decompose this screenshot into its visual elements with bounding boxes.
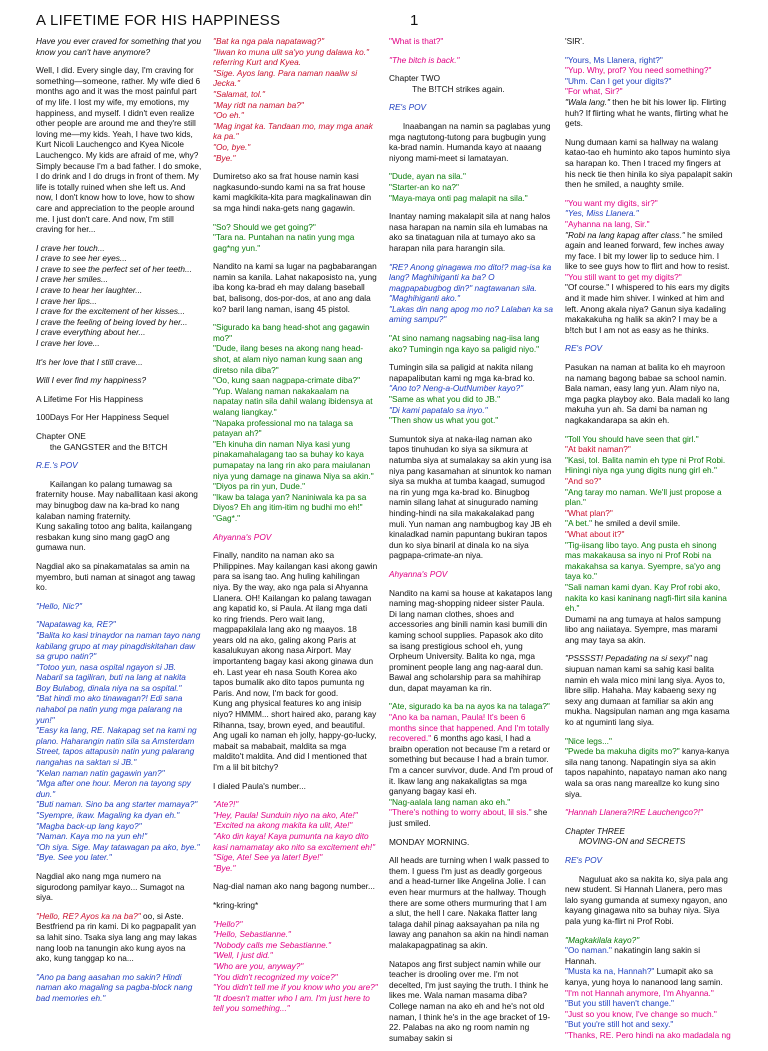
text-paragraph: Pasukan na naman at balita ko eh mayroon na namang bagong babae sa school namin. Bala naman, easy lang yun. Alam niyo na, mga pagka playboy ako. Bala madali ko lang makuha yun ah. Sa dami ba naman ng nagkakandarapa sa akin eh. <box>565 362 732 425</box>
text-paragraph: Nagdial ako sa pinakamatalas sa amin na myembro, buti naman at sinagot ang tawag ko. <box>36 560 198 593</box>
text-paragraph: "Sigurado ka bang head-shot ang gagawin mo?" "Dude, ilang beses na akong nang head-shot, at alam niyo naman kung saan ang diretso nila diba?" "Oo, kung saan nagpapa-crimate diba?" "Yup. Walang naman nakakaalam na napatay natin sila dahil walang ibidensya at walang liangkay." "Napaka professional mo na talaga sa patayan ah?" "Eh kinuha din naman Niya kasi yung pinakamahalagang tao sa buhay ko kaya pumapatay na lang rin ako para maiulanan niya yung damage na ginawa Niya sa akin." "Diyos pa rin yun, Dude." "Ikaw ba talaga yan? Naniniwala ka pa sa Diyos? Eh ang itim-itim ng budhi mo eh!" "Gag*." <box>213 322 374 523</box>
text-paragraph: Finally, nandito na naman ako sa Philippines. May kailangan kasi akong gawin para sa isang tao. Ang huling kahilingan niya. By the way, ako nga pala si Ahyanna Llanera. OH! Kailangan ko palang tawagan ang kapatid ko, si Paula. At ilang mga dati ko ring friends. Pero wait lang, magpapakilala lang ako ng maayos. 18 years old na ako, galing akong Paris at kasalukuyan akong nasa Airport. May importanteng bagay kasi akong ginawa dun eh. Last year eh nasa South Korea ako tapos bumalik ako dito tapos pumunta ng Paris. And now, I'm back for good. Kung ang physical features ko ang inisip niyo? HMMM... short haired ako, parang kay Rihanna, tsay, brown eyed, and beautiful. Ang ugali ko naman eh jolly, happy-go-lucky, mabait sa mababait, maldita sa mga maldito't maldita. And did I mentioned that I'm a lil bit bitchy? <box>213 550 378 772</box>
text-run: "Magkakilala kayo?" <box>565 934 640 945</box>
text-run: "Wala lang." <box>565 96 610 107</box>
text-paragraph: Chapter ONE the GANGSTER and the B!TCH <box>36 431 168 452</box>
text-run: "Ang taray mo naman. We'll just propose a plan." <box>565 486 724 508</box>
text-paragraph: "So? Should we get going?" "Tara na. Puntahan na natin yung mga gag*ng yun." <box>213 221 355 253</box>
text-run: nag siupuan naman kami sa sahig kasi balita namin eh wala mico mini lang siya. Ayos to, libre silip. Hahaha. May kabaeng sexy ng sexy ang dumaan at familiar sa akin ang mukha. Nagsipulan naman ang mga kasama ko at nguminti lang siya. <box>565 653 732 728</box>
text-run: "You want my digits, sir?" <box>565 197 658 208</box>
text-run: "What about it?" <box>565 528 625 539</box>
text-paragraph: Nagdial ako nang mga numero na sigurodong pamilyar kayo... Sumagot na siya. <box>36 870 187 903</box>
text-run: "PSSSST! Pepadating na si sexy!" <box>565 653 692 664</box>
text-run: "But you're still hot and sexy." <box>565 1019 674 1030</box>
text-paragraph: "Hannah Llanera?!RE Lauchengco?!" <box>565 807 703 818</box>
text-paragraph: R.E.'s POV <box>36 460 78 471</box>
text-run: "Robi na lang kapag after class." <box>565 229 685 240</box>
text-run: "Ano to? Neng-a-OutNumber kayo?" <box>389 383 524 394</box>
text-paragraph: Nandito na kami sa lugar na pagbabarangan namin sa kanila. Lahat nakaposisto na, yung iba kong ka-brad eh may dalang baseball bat, balisong, dos-por-dos, at ano ang dala ko? baril lang naman, isang 45 pistol. <box>213 261 380 314</box>
text-paragraph: Sumuntok siya at naka-ilag naman ako tapos tinuhudan ko siya sa sikmura at natumba siya at sumalakay sa akin yung isa niya pang kasamahan at sinuntok ko naman siya sa mukha at tumba kaagad, sumugod na rin yung mga ka-brad ko. Binugbog namin silang lahat at sinugurado naming hinding-hindi na sila makakalakad pang muli. Yun naman ang nambugbog kay JB eh kinaladkad namin papuntang bukiran tapos dun ko siya binaril at dinala ko na siya pagpapa-crimate-an niya. <box>389 433 554 561</box>
text-paragraph: Inaabangan na namin sa paglabas yung mga nagtutong-tutong para bugbugin yung ka-brad namin. Humanda kayo at naaang niyong mami-meet si lamatayan. <box>389 120 553 163</box>
text-paragraph: I crave her touch... I crave to see her eyes... I crave to see the perfect set of her teeth... I crave her smiles... I crave to hear her laughter... I crave her lips... I crave for the excitement of her kisses... I crave the feeling of being loved by her... I crave everything about her... I crave her love... <box>36 242 192 349</box>
text-run: "Thanks, RE. Pero hindi na ako madadala ng <box>565 1029 731 1040</box>
text-paragraph <box>565 434 733 646</box>
text-paragraph <box>565 198 733 336</box>
text-paragraph: RE's POV <box>565 343 603 354</box>
text-paragraph: RE's POV <box>389 102 427 113</box>
text-run: "Uhm. Can I get your digits?" <box>565 75 672 86</box>
text-paragraph: Nung dumaan kami sa hallway na walang katao-tao eh huminto ako tapos huminto siya sa harapan ko. Then I traced my fingers at his neck tie then hinila ko siya papalapit sakin then he smiled, a naughty smile. <box>565 136 735 190</box>
page-number: 1 <box>410 12 419 29</box>
text-run: nakatingin lang sakin si Hannah. <box>565 945 701 966</box>
text-run: he smiled a devil smile. <box>594 518 681 529</box>
text-run: "Pwede ba makuha digits mo?" <box>565 746 680 757</box>
text-paragraph: Will I ever find my happiness? <box>36 375 147 386</box>
text-paragraph: "Bat ka nga pala napatawag?" "Iiwan ko muna ulit sa'yo yung dalawa ko." referring Kurt and Kyea. "Sige. Ayos lang. Para naman naaliw si Jecka." "Salamat, tol." "May ridt na naman ba?" "Oo eh." "Mag ingat ka. Tandaan mo, may mga anak ka pa." "Oo, bye." "Bye." <box>213 36 373 163</box>
text-run: "For what, Sir?" <box>565 86 623 97</box>
text-column-1 <box>36 36 202 1012</box>
text-paragraph: It's her love that I still crave... <box>36 356 143 367</box>
text-run: "Of course." I whispered to his ears my digits and it made him shiver. I winked at him and left. Anong akala niya? Ganun siya kadaling makakakuha ng halik sa akin? I may be a b!tch but I am not as easy as he thinks. <box>565 282 730 335</box>
text-run: "What plan?" <box>565 507 613 518</box>
text-run: "Sali naman kami dyan. Kay Prof robi ako, nakita ko kasi kaninang nagfi-flirt sila kanina eh." <box>565 581 730 614</box>
text-run: "Yours, Ms Llanera, right?" <box>565 54 663 65</box>
text-run: "Yes, Miss Llanera." <box>565 208 639 219</box>
text-paragraph <box>36 911 202 964</box>
text-paragraph: "Hello, Nic?" <box>36 600 83 611</box>
text-run: "There's nothing to worry about, lil sis." <box>389 807 532 818</box>
text-paragraph: *kring-kring* <box>213 899 259 910</box>
text-paragraph <box>565 935 733 1041</box>
text-paragraph: 100Days For Her Happiness Sequel <box>36 412 169 423</box>
text-paragraph: "RE? Anong ginagawa mo dito!? mag-isa ka lang? Maghihiganti ka ba? O magpapabugbog din?" nagtawanan sila. "Maghihiganti ako." "Lakas din nang apog mo no? Lalaban ka sa aming sampu?" <box>389 261 553 325</box>
text-paragraph: Dumiretso ako sa frat house namin kasi nagkasundo-sundo kami na sa frat house kami magkikita-kita para magkalinawan din sa mga hindi naka-gets nang gagawin. <box>213 171 374 213</box>
text-run: "A bet." <box>565 518 593 529</box>
text-paragraph: "Napatawag ka, RE?" "Balita ko kasi trinaydor na naman tayo nang kabilang grupo at may pinagdiskitahan daw sa grupo natin?" "Totoo yun, nasa ospital ngayon si JB. Nabaril sa tagiliran, buti na lang at nakita Boy Bulabog, dinala niya na sa ospital." "Bat hindi mo ako tinawagan?! Edi sana nahabol pa natin yung mga palarang na yun!" "Easy ka lang, RE. Nakapag set na kami ng plano. Haharangin natin sila sa Amsterdam Street, tapos attapusin natin yung palarang nangahas na saktan si JB." "Kelan naman natin gagawin yan?" "Mga after one hour. Meron na tayong spy dun." "Buti naman. Sino ba ang starter mamaya?" "Syempre, ikaw. Magaling ka dyan eh." "Magba back-up lang kayo?" "Naman. Kaya mo na yun eh!" "Oh siya. Sige. May tatawagan pa ako, bye." "Bye. See you later." <box>36 619 201 863</box>
text-run: "Nag-aalala lang naman ako eh." <box>389 796 511 807</box>
text-paragraph <box>565 653 733 727</box>
text-paragraph: Natapos ang first subject namin while our teacher is drooling over me. I'm not decelted, I'm just saying the truth. I think he likes me. Wala naman masama diba? College naman na ako eh and he's not old naman, I think he's in the age bracket of 19-22. Palabas na ako ng room namin ng sumabay sakin si <box>389 958 551 1043</box>
text-run: "Oo naman." <box>565 945 612 956</box>
document-title: A LIFETIME FOR HIS HAPPINESS <box>36 12 281 29</box>
text-run: "Yup. Why, prof? You need something?" <box>565 65 712 76</box>
text-run: Lumapit ako sa kanya, yung hoya lo nananood lang samin. <box>565 966 723 987</box>
text-run: "At bakit naman?" <box>565 444 631 455</box>
text-run: "Hello, RE? Ayos ka na ba?" <box>36 910 141 921</box>
text-run: "I'm not Hannah anymore, I'm Ahyanna." <box>565 987 714 998</box>
text-run: "Tig-iisang libo tayo. Ang pusta eh sinong mas makakausa sa inyo ni Prof Robi na makakahsa sa kanya. Syempre, sa'yo ang taya ko." <box>565 539 723 582</box>
text-run: "Toll You should have seen that girl." <box>565 433 699 444</box>
text-run: "Di kami papatalo sa inyo." <box>389 404 488 415</box>
text-run: Dumami na ang tumaya at halos sampung libo ang naiiataya. Syempre, mas marami ang may taya sa akin. <box>565 613 721 645</box>
text-paragraph: I dialed Paula's number... <box>213 780 306 791</box>
text-run: oo, si Aste. Bestfriend pa rin kami. Di ko pagpapalit yan sa lahit sino. Tsaka siya lang ang may lakas nang loob na tanungin ako kung ayos na ako, kung tanggap ko na... <box>36 910 200 964</box>
text-paragraph: "Ano pa bang aasahan mo sakin? Hindi naman ako magaling sa pagba-block nang bad memories eh." <box>36 971 195 1003</box>
text-column-3 <box>389 36 553 1051</box>
text-run: "Then show us what you got." <box>389 415 499 426</box>
text-paragraph: Nandito na kami sa house at kakatapos lang naming mag-shopping nideer sister Paula. Di lang naman clothes, shoes and accessories ang binili namin kasi bumili din kaming school supplies. Papasok ako dito sa isang prestigious school eh, yung Orpheum University. Balita ko nga, mga prominent people lang ang nag-aaral dun. Bawal ang scholarship para sa mahihirap dun, dapat mayaman ka rin. <box>389 587 555 693</box>
text-paragraph: Nag-dial naman ako nang bagong number... <box>213 881 375 892</box>
text-run: "Just so you know, I've change so much." <box>565 1008 717 1019</box>
text-run: he smiled again and leaned forward, few inches away my face. I bit my lower lip to seduce him. I like to see guys how to flirt and how to resist. <box>565 229 730 272</box>
text-run: "Ano ka ba naman, Paula! It's been 6 months since that happened. And I'm totally recovered." <box>389 712 552 744</box>
text-run: "And so?" <box>565 475 602 486</box>
text-paragraph: Chapter THREE MOVING-ON and SECRETS <box>565 825 686 847</box>
text-paragraph: Ahyanna's POV <box>389 568 448 579</box>
text-run: "Ate, sigurado ka ba na ayos ka na talaga?" <box>389 701 550 712</box>
text-paragraph <box>389 362 553 426</box>
text-paragraph <box>389 701 553 828</box>
text-run: she just smiled. <box>389 807 550 828</box>
text-run: "But you still haven't change." <box>565 998 674 1009</box>
text-column-4 <box>565 36 733 1048</box>
text-paragraph: "The bitch is back." <box>389 54 460 65</box>
text-paragraph <box>565 55 733 129</box>
text-paragraph: MONDAY MORNING. <box>389 836 470 847</box>
text-run: "Kasi, tol. Balita namin eh type ni Prof Robi. Hiningi niya nga yung digits nung girl eh." <box>565 454 728 476</box>
text-paragraph: RE's POV <box>565 854 603 865</box>
text-run: Tumingin sila sa paligid at nakita nilang napapalibutan kami ng mga ka-brad ko. <box>389 362 535 383</box>
text-paragraph: "Dude, ayan na sila." "Starter-an ko na?" "Maya-maya onti pag malapit na sila." <box>389 171 528 203</box>
text-paragraph <box>565 736 733 800</box>
text-paragraph: Chapter TWO The B!TCH strikes again. <box>389 73 505 94</box>
text-paragraph: All heads are turning when I walk passed to them. I guess I'm just as deadly gorgeous and a head-turner like Angelina Jolie. I can even hear murmurs at the hallway. Though there are some others murmuring that I am a slut, the hell I care. Nakaka flatter lang talaga dahil pinag aaksayahan pa nila ng laway ang panahon sa akin na hindi naman malakapagpatinag sa akin. <box>389 855 552 950</box>
text-paragraph: "Hello?" "Hello, Sebastianne." "Nobody calls me Sebastianne." "Well, I just did." "Who are you, anyway?" "You didn't recognized my voice?" "You didn't tell me if you know who you are?" "It doesn't matter who I am. I'm just here to tell you something..." <box>213 918 378 1014</box>
text-run: "Musta ka na, Hannah?" <box>565 966 655 977</box>
text-paragraph: Inantay naming makalapit sila at nang halos nasa harapan na namin sila eh lumabas na ako sa tinataguan nila at tumayo ako sa harapan nila para harangin sila. <box>389 211 553 253</box>
text-paragraph: Have you ever craved for something that you know you can't have anymore? <box>36 36 204 57</box>
text-column-2 <box>213 36 378 1022</box>
page-header <box>36 12 736 34</box>
text-run: "Nice legs..." <box>565 735 612 746</box>
text-run: 6 months ago kasi, I had a braibn operation not because I'm a retard or something but because I had a brain tumor. I'm a cancer survivor, dude. And I'm proud of it. Ikaw lang ang nakakaligtas sa mga ganyang bagay kasi eh. <box>389 733 553 797</box>
text-run: "You still want to get my digits?" <box>565 271 682 282</box>
text-paragraph: Kailangan ko palang tumawag sa fraternity house. May naballitaan kasi akong may binugbog daw na ka-brad ko nang kalaban naming fraternity. Kung sakaling totoo ang balita, kailangang resbakan kung sino mang gagO ang gumawa nun. <box>36 478 198 553</box>
text-paragraph: A Lifetime For His Happiness <box>36 393 143 404</box>
text-run: "Same as what you did to JB." <box>389 394 501 405</box>
text-paragraph: Ahyanna's POV <box>213 531 272 542</box>
text-paragraph: Naguluat ako sa nakita ko, siya pala ang new student. Si Hannah Llanera, pero mas lalo syang gumanda at sumexy ngayon, ano kayang ginagawa nito sa buhay niya. Siya pala yung ka-flirt ni Prof Robi. <box>565 873 731 926</box>
text-paragraph: "Ate?!" "Hey, Paula! Sunduin niyo na ako, Ate!" "Excited na akong makita ka ulit, Ate!" "Ako din kaya! Kaya pumunta na kayo dito kasi namamatay ako nito sa excitement eh!" "Sige, Ate! See ya later! Bye!" "Bye." <box>213 799 376 873</box>
text-paragraph: "At sino namang nagsabing nag-iisa lang ako? Tumingin nga kayo sa paligid niyo." <box>389 333 542 354</box>
text-run: kanya-kanya sila nang tanong. Napatingin siya sa akin tapos napahinto, napatayo naman ako nang wala sa oras nang mareallze ko kung sino siya. <box>565 746 732 799</box>
text-paragraph: Well, I did. Every single day, I'm craving for something—someone, rather. My wife died 6 months ago and it was the most painful part of my life. I lost my wife, my emotions, my happiness, and myself. I didn't even realize other people are around me and they're still loving me—my kids. Yeah, I have two kids, Kurt Nicoli Lauchengco and Kyea Nicole Lauchengco. My kids are afraid of me, why? Simply because I'm a bad father. I do smoke, I do drink and I do drugs in front of them. My life is totally ruined when she left us. And now, I don't know how to love, how to show care and appreciation to the people around me. I just don't care. And now, I'm still craving for her... <box>36 65 204 235</box>
text-run: then he bit his lower lip. Flirting huh? If flirting what he wants, flirting what he gets. <box>565 96 731 129</box>
text-paragraph: "What is that?" <box>389 36 444 46</box>
text-paragraph: 'SIR'. <box>565 36 585 46</box>
text-run: "Ayhanna na lang, Sir." <box>565 218 650 229</box>
